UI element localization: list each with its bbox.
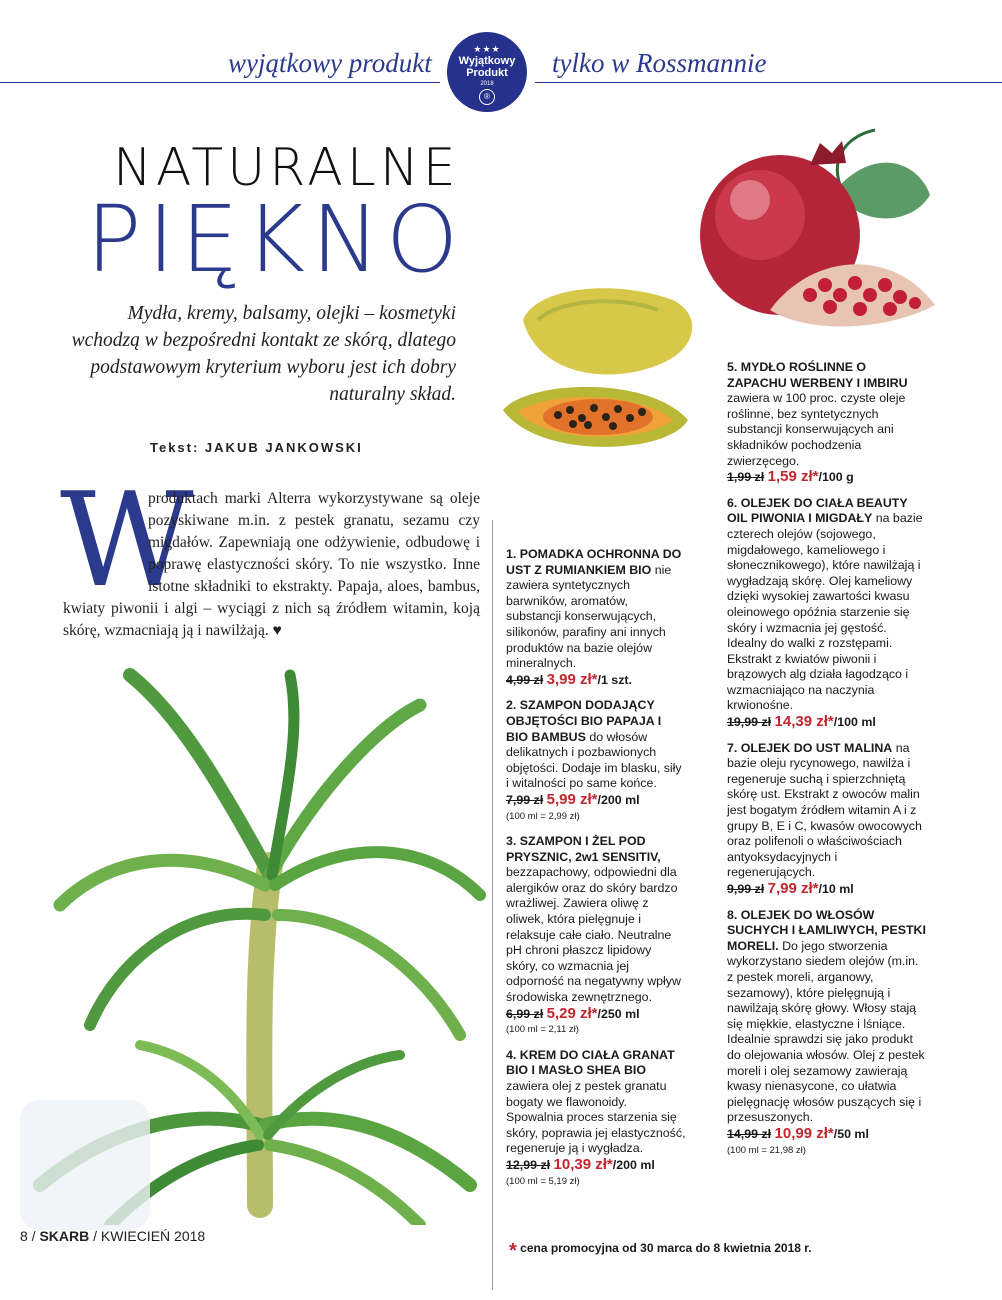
watermark-logo (20, 1100, 150, 1230)
product-name: 2. SZAMPON DODAJĄCY OBJĘTOŚCI BIO PAPAJA I BIO BAMBUS (506, 698, 662, 744)
header-rule-right (535, 82, 1002, 83)
asterisk-icon: * (509, 1240, 517, 1262)
product-name: 5. MYDŁO ROŚLINNE O ZAPACHU WERBENY I IMBIRU (727, 360, 908, 390)
lead-paragraph: Mydła, kremy, balsamy, olejki – kosmetyki wchodzą w bezpośredni kontakt ze skórą, dlatego podstawowym kryterium wyboru jest ich dobry naturalny skład. (71, 303, 456, 405)
product-name: 4. KREM DO CIAŁA GRANAT BIO I MASŁO SHEA BIO (506, 1047, 675, 1078)
wyjatkowy-produkt-badge (447, 32, 527, 112)
new-price: 5,99 zł* (546, 790, 598, 808)
product-desc: do włosów delikatnych i pozbawionych objętości. Dodaje im blasku, siły i witalności po same końce. (506, 729, 682, 791)
intro-text: produktach marki Alterra wykorzystywane są oleje pozyskiwane m.in. z pestek granatu, sezamu czy migdałów. Zapewniają one odżywienie, odbudowę i poprawę elastyczności skóry. To nie wszystko. Inne istotne składniki to ekstrakty. Papaja, aloes, bambus, kwiaty piwonii i algi – wyciągi z nich są źródłem witamin, koją skórę, wzmacniają ją i nawilżają. ♥ (63, 490, 480, 639)
badge-line2: Produkt (466, 67, 508, 79)
product-item (506, 834, 686, 1038)
price-unit: /200 ml (612, 1157, 655, 1172)
product-name: 7. OLEJEK DO UST MALINA (727, 740, 893, 755)
product-desc: Do jego stworzenia wykorzystano siedem olejów (m.in. z pestek moreli, arganowy, sezamowy), które pielęgnują i nawilżają skórę głowy. Włosy stają się miękkie, elastyczne i lśniące. Idealnie sprawdzi się jako produkt do olejowania włosów. Olej z pestek moreli i olej sezamowy zawierają kwasy nienasycone, co ułatwia pielęgnację włosów puszących się i przesuszonych. (727, 938, 925, 1125)
page-number: 8 (20, 1228, 28, 1244)
old-price: 14,99 zł (727, 1126, 772, 1141)
product-item (727, 741, 927, 898)
issue-date: KWIECIEŃ 2018 (100, 1228, 206, 1244)
header-left-text: wyjątkowy produkt (228, 48, 432, 78)
products-column-right (727, 360, 927, 1168)
price-unit: /100 g (818, 470, 854, 485)
intro-paragraph (63, 488, 480, 642)
product-name: 1. POMADKA OCHRONNA DO UST Z RUMIANKIEM BIO (506, 547, 682, 577)
product-name: 8. OLEJEK DO WŁOSÓW SUCHYCH I ŁAMLIWYCH, PESTKI MORELI. (727, 907, 926, 953)
new-price: 10,39 zł* (553, 1155, 613, 1173)
price-unit: /10 ml (818, 882, 854, 896)
product-desc: zawiera w 100 proc. czyste oleje roślinne, bez syntetycznych substancji konserwujących ani składników pochodzenia zwierzęcego. (727, 391, 906, 468)
unit-price: (100 ml = 2,99 zł) (506, 810, 580, 822)
old-price: 12,99 zł (506, 1157, 551, 1172)
product-desc: na bazie czterech olejów (sojowego, migdałowego, kameliowego i słonecznikowego), które nawilżają i wygładzają skórę. Olej kameliowy dzięki wysokiej zawartości kwasu oleinowego opóźnia starzenie się skóry i wzmacnia jej gęstość. Idealny do walki z rozstępami. Ekstrakt z kwiatów piwonii i brązowych alg działa łagodząco i wzmacniająco na naczynia krwionośne. (727, 511, 923, 713)
badge-stars: ★★★ (473, 44, 501, 54)
products-column-left (506, 547, 686, 1199)
old-price: 6,99 zł (506, 1006, 544, 1021)
header-right-text: tylko w Rossmannie (552, 48, 767, 78)
unit-price: (100 ml = 2,11 zł) (506, 1024, 579, 1036)
product-item (727, 908, 927, 1159)
badge-line1: Wyjątkowy (458, 55, 516, 67)
product-item (506, 1048, 686, 1189)
pomegranate-illustration (690, 125, 950, 345)
product-item (727, 360, 927, 486)
new-price: 5,29 zł* (546, 1004, 598, 1022)
old-price: 1,99 zł (727, 470, 765, 485)
product-desc: nie zawiera syntetycznych barwników, aromatów, substancji konserwujących, silikonów, parafiny ani innych produktów na bazie olejów mineralnych. (506, 562, 672, 671)
product-item (727, 496, 927, 731)
product-item (506, 547, 686, 688)
product-name: 6. OLEJEK DO CIAŁA BEAUTY OIL PIWONIA I MIGDAŁY (727, 495, 908, 526)
product-desc: na bazie oleju rycynowego, nawilża i regeneruje suchą i spierzchniętą skórę ust. Ekstrakt z owoców malin jest bogatym źródłem witamin A i z grupy B, E i C, kwasów owocowych oraz polifenoli o właściwościach antyoksydacyjnych i regenerujących. (727, 740, 922, 880)
author-byline: Tekst: JAKUB JANKOWSKI (150, 440, 363, 455)
papaya-illustration (498, 280, 708, 470)
unit-price: (100 ml = 21,98 zł) (727, 1144, 806, 1156)
price-unit: /1 szt. (597, 672, 632, 687)
price-unit: /50 ml (833, 1126, 869, 1141)
title-line2: PIĘKNO (86, 186, 465, 293)
product-desc: bezzapachowy, odpowiedni dla alergików oraz do skóry bardzo wrażliwej. Zawiera oliwę z oliwek, która pielęgnuje i relaksuje całe ciało. Neutralne pH chroni płaszcz lipidowy skóry, co wzmacnia jej odporność na negatywny wpływ środowiska zewnętrznego. (506, 865, 681, 1005)
new-price: 10,99 zł* (774, 1124, 834, 1142)
product-desc: zawiera olej z pestek granatu bogaty we flawonoidy. Spowalnia proces starzenia się skóry, poprawia jej elastyczność, regeneruje ją i wygładza. (506, 1079, 686, 1156)
column-divider (492, 520, 493, 1290)
old-price: 7,99 zł (506, 792, 544, 807)
title-line1: NATURALNE (113, 138, 460, 198)
magazine-name: SKARB (39, 1228, 90, 1244)
old-price: 9,99 zł (727, 882, 765, 896)
header-rule-left (0, 82, 440, 83)
product-name: 3. SZAMPON I ŻEL POD PRYSZNIC, 2w1 SENSITIV, (506, 834, 661, 864)
page-footer: 8 / SKARB / KWIECIEŃ 2018 (20, 1228, 206, 1244)
unit-price: (100 ml = 5,19 zł) (506, 1175, 580, 1187)
new-price: 14,39 zł* (774, 713, 834, 731)
drop-cap: W (60, 464, 194, 616)
old-price: 4,99 zł (506, 672, 544, 687)
promo-footnote (509, 1240, 812, 1263)
price-unit: /200 ml (597, 792, 640, 807)
rossmann-logo-icon: ® (479, 89, 495, 105)
new-price: 7,99 zł* (767, 880, 819, 897)
footnote-text: cena promocyjna od 30 marca do 8 kwietnia 2018 r. (520, 1241, 812, 1255)
price-unit: /250 ml (597, 1006, 640, 1021)
badge-year: 2018 (480, 81, 494, 87)
product-item (506, 698, 686, 824)
new-price: 1,59 zł* (767, 468, 819, 486)
price-unit: /100 ml (833, 715, 876, 730)
new-price: 3,99 zł* (546, 670, 598, 688)
old-price: 19,99 zł (727, 715, 772, 730)
